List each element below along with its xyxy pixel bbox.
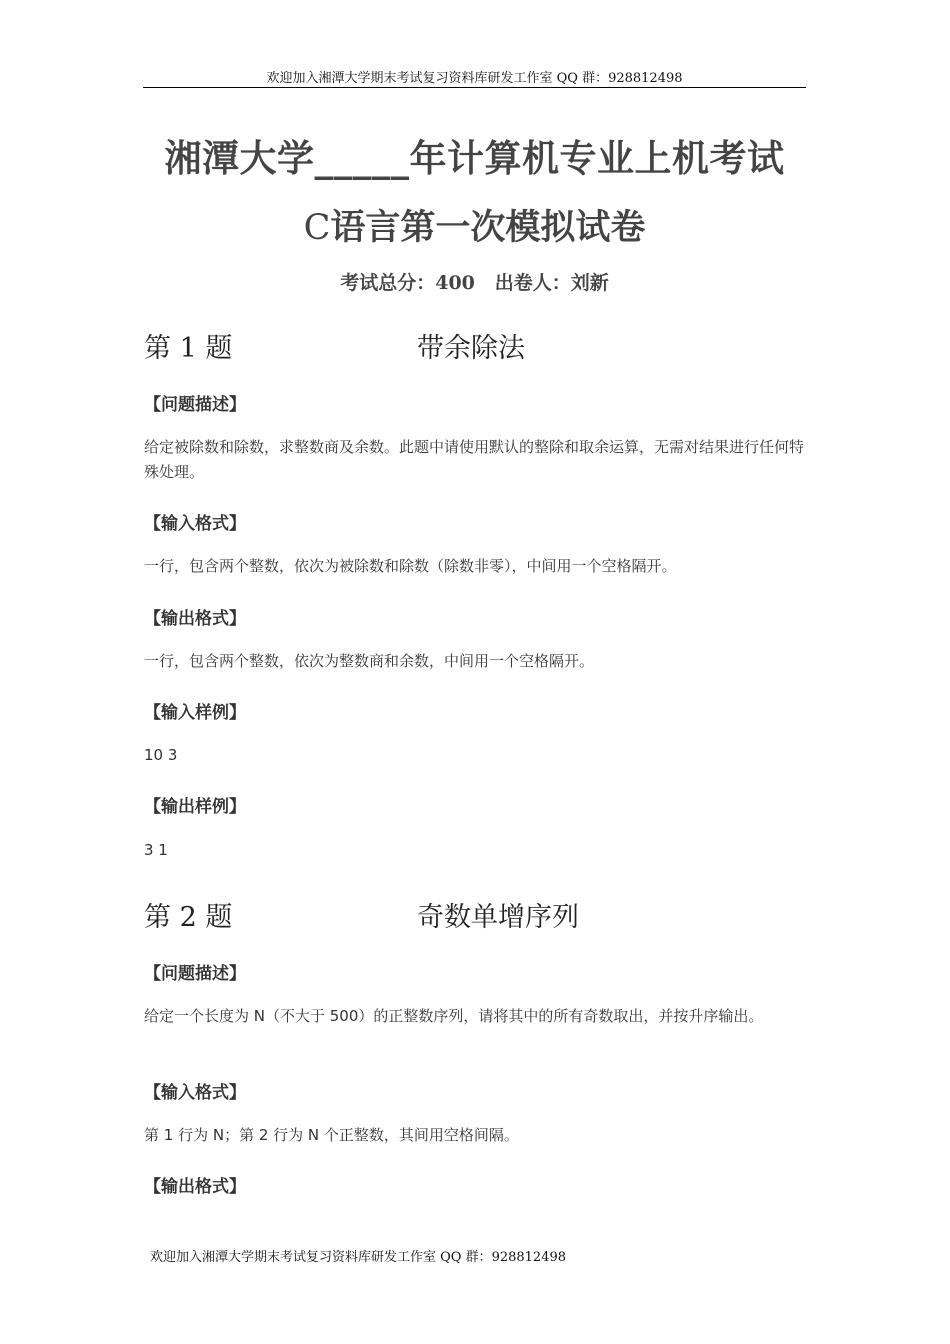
question-1-number: 第 1 题	[144, 333, 233, 364]
exam-subtitle-prefix: C	[303, 208, 331, 248]
q1-input-sample-label: 【输入样例】	[144, 703, 246, 723]
q2-description: 给定一个长度为 N（不大于 500）的正整数序列，请将其中的所有奇数取出，并按升序输出。	[144, 1007, 764, 1025]
q1-input-sample: 10 3	[144, 746, 178, 764]
question-1-title: 带余除法	[417, 333, 525, 364]
question-2-number: 第 2 题	[144, 902, 233, 933]
q2-input-format-label: 【输入格式】	[144, 1083, 246, 1103]
q1-output-format: 一行，包含两个整数，依次为整数商和余数，中间用一个空格隔开。	[144, 652, 595, 670]
page-footer: 欢迎加入湘潭大学期末考试复习资料库研发工作室 QQ 群：928812498	[150, 1250, 567, 1265]
exam-subtitle	[143, 200, 806, 250]
exam-subtitle-rest: 语言第一次模拟试卷	[330, 207, 646, 248]
q1-description-label: 【问题描述】	[144, 395, 246, 415]
exam-title: 湘潭大学_____年计算机专业上机考试	[164, 136, 785, 180]
header-divider	[143, 87, 806, 88]
page-header: 欢迎加入湘潭大学期末考试复习资料库研发工作室 QQ 群：928812498	[266, 71, 683, 86]
q2-description-label: 【问题描述】	[144, 964, 246, 984]
exam-meta: 考试总分：400 出卷人：刘新	[340, 272, 609, 294]
q1-output-format-label: 【输出格式】	[144, 609, 246, 629]
question-2-title: 奇数单增序列	[417, 902, 579, 933]
q2-input-format: 第 1 行为 N；第 2 行为 N 个正整数，其间用空格间隔。	[144, 1126, 519, 1144]
q1-description: 给定被除数和除数，求整数商及余数。此题中请使用默认的整除和取余运算，无需对结果进行任何特殊处理。	[144, 438, 805, 481]
q1-input-format: 一行，包含两个整数，依次为被除数和除数（除数非零），中间用一个空格隔开。	[144, 557, 677, 575]
q2-output-format-label: 【输出格式】	[144, 1177, 246, 1197]
q1-output-sample-label: 【输出样例】	[144, 797, 246, 817]
q1-output-sample: 3 1	[144, 841, 168, 859]
q1-input-format-label: 【输入格式】	[144, 514, 246, 534]
